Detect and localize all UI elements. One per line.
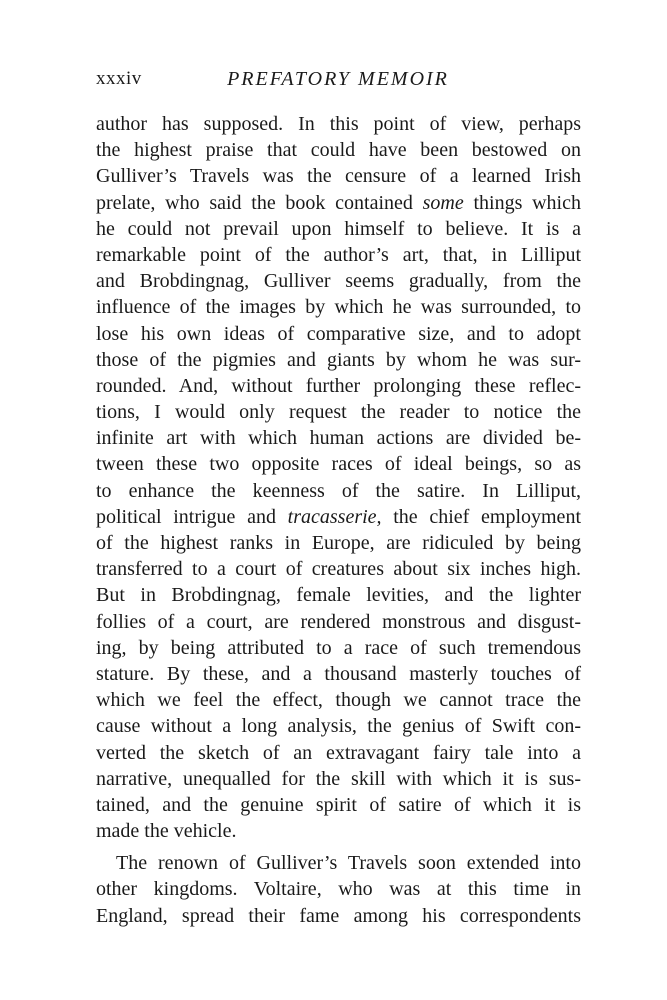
text-line: stature. By these, and a thousand masterly touches of xyxy=(96,662,581,685)
text-line: infinite art with which human actions are divided be- xyxy=(96,427,581,450)
text-run: political intrigue and xyxy=(96,505,288,528)
text-line: those of the pigmies and giants by whom he was sur- xyxy=(96,348,581,371)
text-line xyxy=(96,504,581,530)
text-line: transferred to a court of creatures about six inches high. xyxy=(96,558,581,581)
paragraph-2 xyxy=(96,850,581,929)
text-line: of the highest ranks in Europe, are ridiculed by being xyxy=(96,532,581,554)
text-line: follies of a court, are rendered monstrous and disgust- xyxy=(96,610,581,633)
running-head: PREFATORY MEMOIR xyxy=(227,68,449,90)
text-line: to enhance the keenness of the satire. In Lilliput, xyxy=(96,479,581,502)
paragraph-1 xyxy=(96,111,581,844)
italic-run: tracasserie, xyxy=(287,505,382,528)
text-run: things which xyxy=(463,191,581,214)
text-line: tween these two opposite races of ideal beings, so as xyxy=(96,453,581,476)
page-number: xxxiv xyxy=(96,68,142,89)
text-line: The renown of Gulliver’s Travels soon extended into xyxy=(116,852,581,875)
text-line: tained, and the genuine spirit of satire of which it is xyxy=(96,793,581,816)
text-line: which we feel the effect, though we cannot trace the xyxy=(96,689,581,712)
text-line: the highest praise that could have been bestowed on xyxy=(96,139,581,162)
text-line: remarkable point of the author’s art, that, in Lilliput xyxy=(96,243,581,266)
italic-run: some xyxy=(422,191,464,214)
text-line: cause without a long analysis, the genius of Swift con- xyxy=(96,715,581,738)
text-line: But in Brobdingnag, female levities, and the lighter xyxy=(96,584,581,607)
text-line: Gulliver’s Travels was the censure of a learned Irish xyxy=(96,165,581,188)
text-line: author has supposed. In this point of view, perhaps xyxy=(96,113,581,135)
page-header xyxy=(96,68,580,98)
text-run: prelate, who said the book contained xyxy=(96,191,423,214)
text-run: the chief employment xyxy=(381,505,581,528)
text-line: lose his own ideas of comparative size, and to adopt xyxy=(96,322,581,345)
text-line: other kingdoms. Voltaire, who was at this time in xyxy=(96,878,581,901)
text-line: and Brobdingnag, Gulliver seems gradually, from the xyxy=(96,270,581,293)
text-line: influence of the images by which he was surrounded, to xyxy=(96,296,581,319)
text-line: made the vehicle. xyxy=(96,820,237,843)
text-line: ing, by being attributed to a race of such tremendous xyxy=(96,636,581,659)
body-text xyxy=(96,111,581,929)
text-line xyxy=(96,190,581,216)
text-line: verted the sketch of an extravagant fairy tale into a xyxy=(96,741,581,764)
text-line: narrative, unequalled for the skill with which it is sus- xyxy=(96,767,581,790)
text-line: rounded. And, without further prolonging these reflec- xyxy=(96,374,581,397)
text-line: he could not prevail upon himself to believe. It is a xyxy=(96,217,581,240)
text-line: England, spread their fame among his correspondents xyxy=(96,904,581,927)
text-line: tions, I would only request the reader to notice the xyxy=(96,401,581,424)
